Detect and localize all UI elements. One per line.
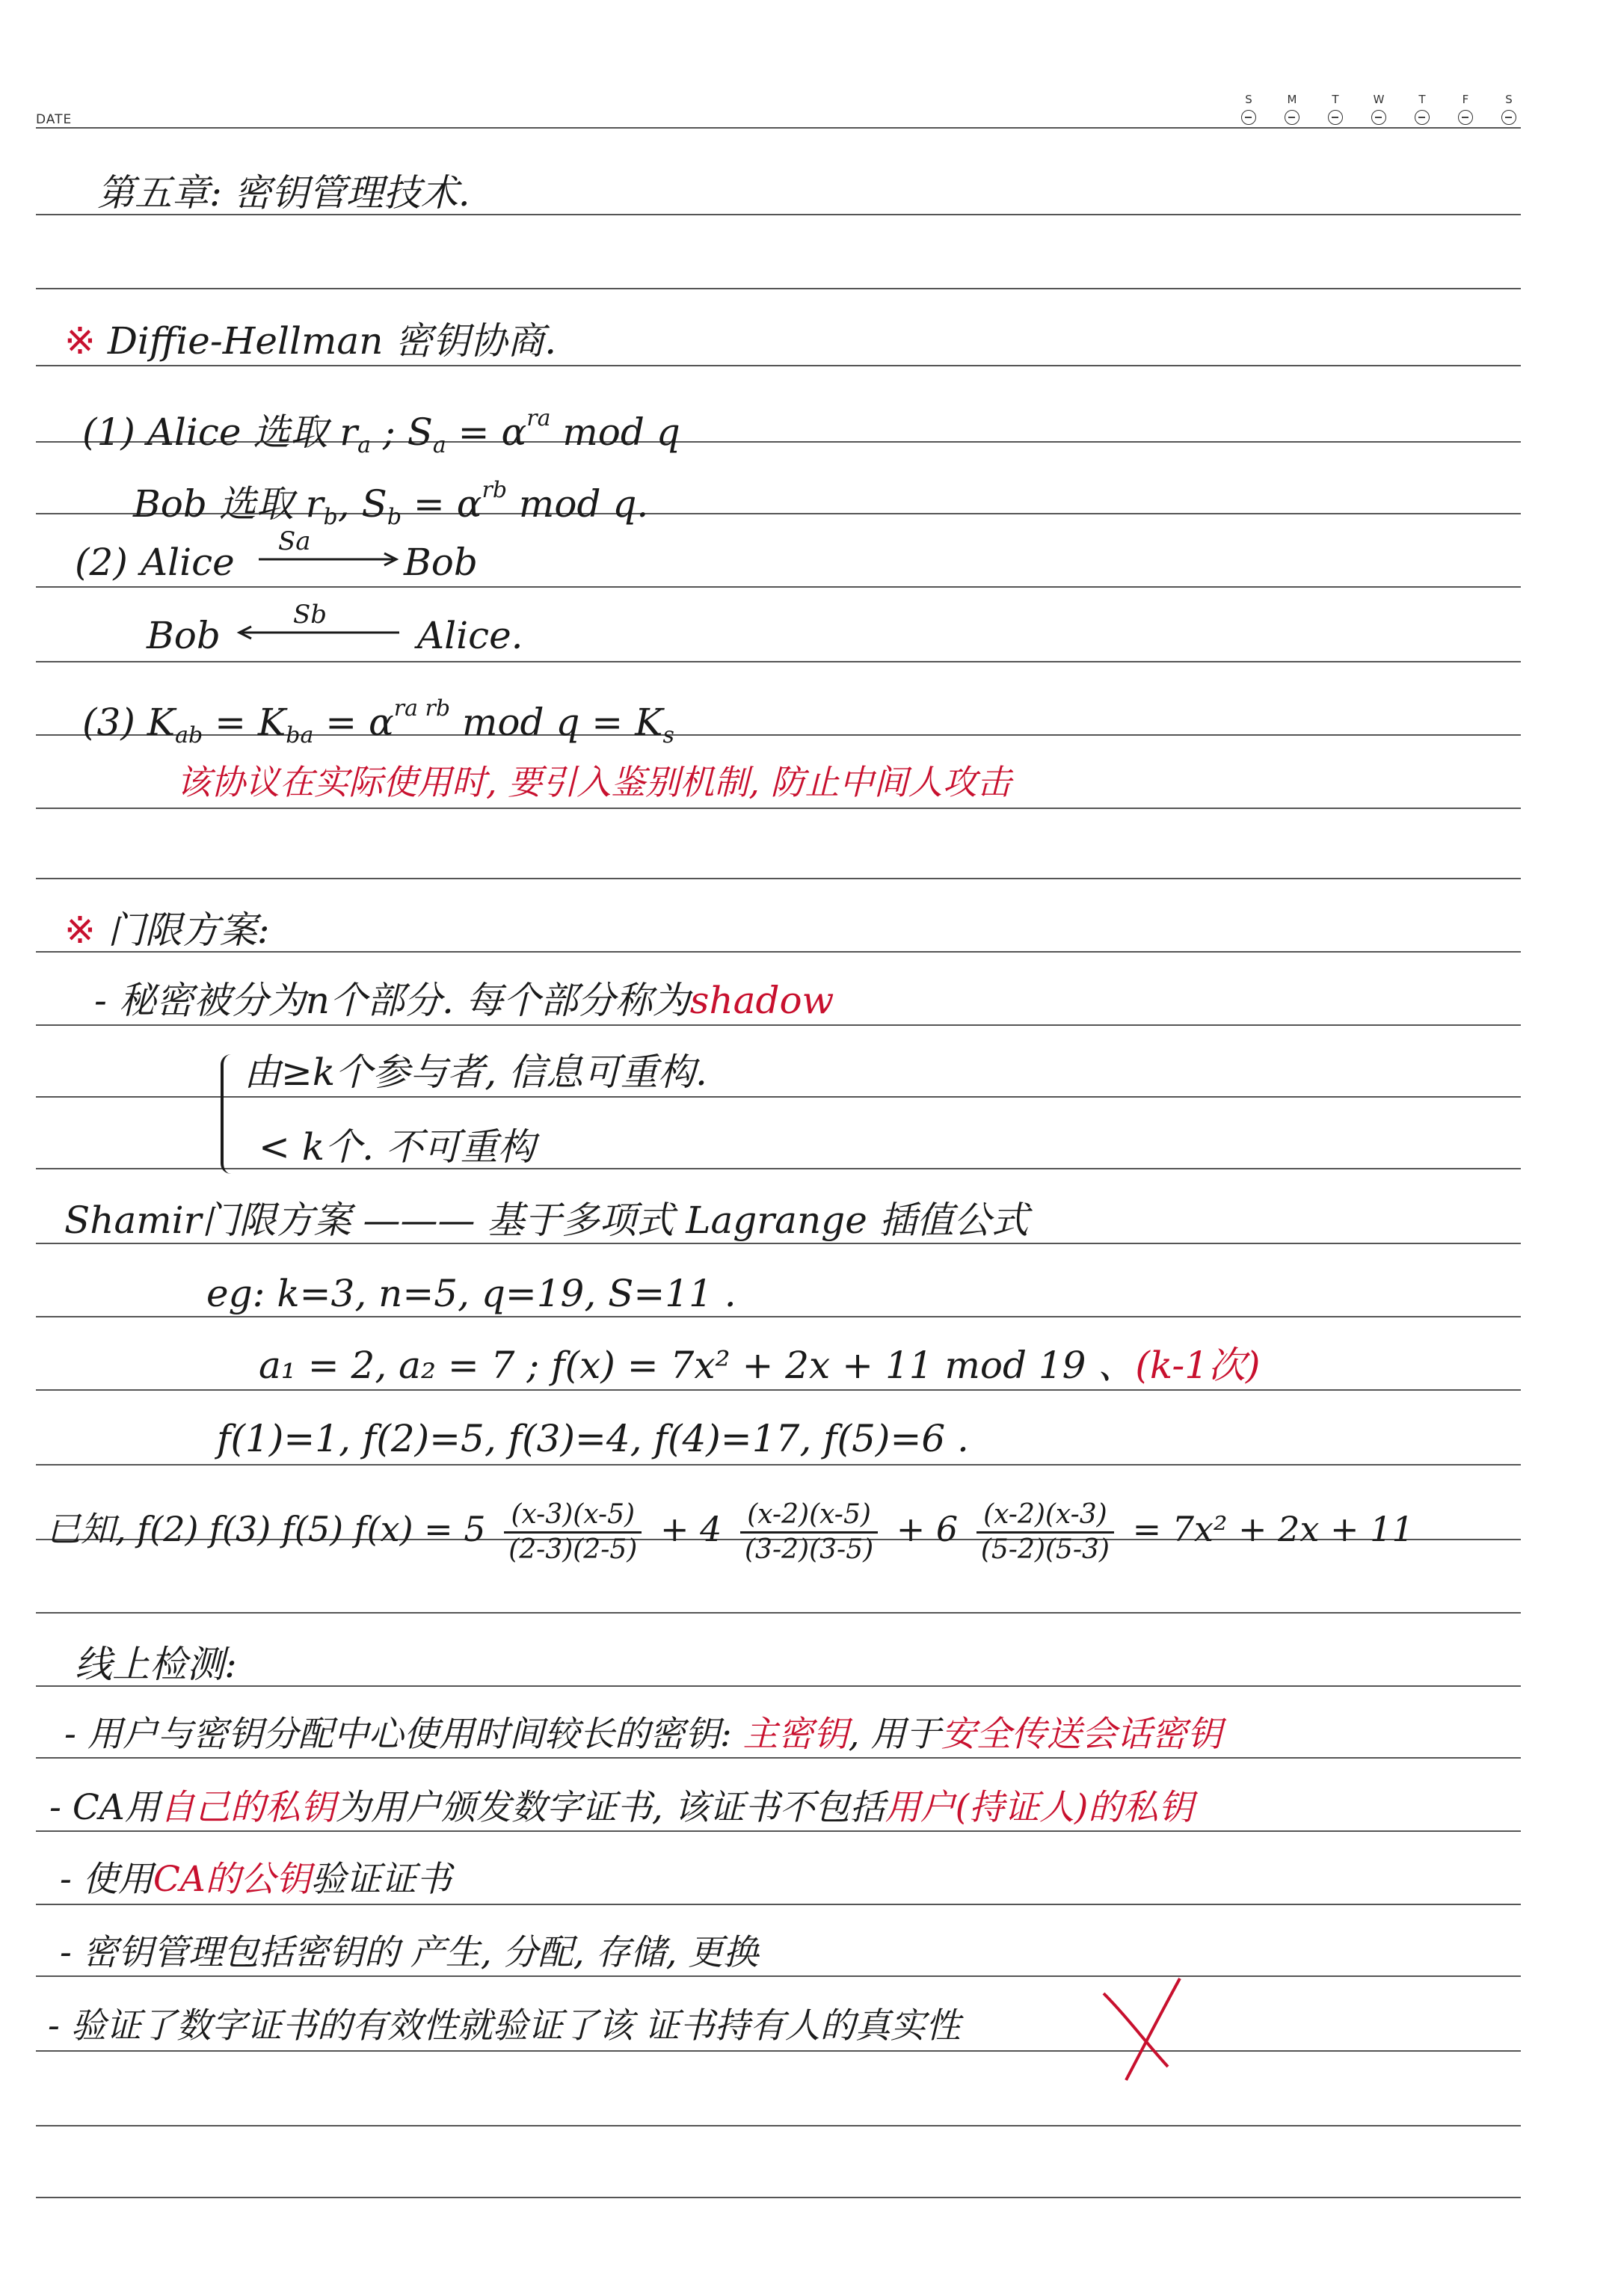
asterism-mark-2: ※ [64, 908, 96, 952]
dh-step1-bob: Bob 选取 $r_b$, $S_b = \alpha^{rb}$ mod q. [133, 477, 649, 530]
lagrange-line: 已知, f(2) f(3) f(5) f(x) = 5 $\frac{(x-3)(x-5)}{(2-3)(2-5)}$ + 4 $\frac{(x-2)(x-5)}{(3-2)(3-5)}$ + 6 $\frac{(x-2)(x-3)}{(5-2)(5-3)}$ = 7x² + 2x + 11 [46, 1498, 1414, 1565]
dh-heading-text: Diffie-Hellman 密钥协商. [107, 319, 557, 363]
arrow-right-icon [254, 523, 404, 576]
quiz-item-2: - CA用自己的私钥为用户颁发数字证书, 该证书不包括用户(持证人)的私钥 [49, 1787, 1194, 1828]
weekday-row [1234, 93, 1533, 138]
fraction-1: $\frac{(x-3)(x-5)}{(2-3)(2-5)}$ [504, 1498, 642, 1566]
brace-line2: < k个. 不可重构 [259, 1125, 535, 1169]
chapter-title: 第五章: 密钥管理技术. [97, 171, 470, 215]
quiz-item-4: - 密钥管理包括密钥的 产生, 分配, 存储, 更换 [60, 1932, 759, 1973]
weekday-tue: T [1320, 93, 1350, 125]
threshold-heading [64, 908, 270, 953]
dh-heading [64, 319, 556, 363]
dh-step2-bob: Bob [404, 541, 478, 584]
threshold-line1: - 秘密被分为n个部分. 每个部分称为shadow [94, 979, 834, 1022]
weekday-sat: S [1494, 93, 1524, 125]
shamir-line: Shamir门限方案 ——— 基于多项式 Lagrange 插值公式 [64, 1199, 1029, 1242]
values-line: f(1)=1, f(2)=5, f(3)=4, f(4)=17, f(5)=6 . [217, 1417, 969, 1460]
polynomial-line: a₁ = 2, a₂ = 7 ; f(x) = 7x² + 2x + 11 mod 19 、(k-1次) [259, 1344, 1261, 1387]
dh-note: 该协议在实际使用时, 要引入鉴别机制, 防止中间人攻击 [176, 762, 1012, 802]
weekday-fri: F [1451, 93, 1480, 125]
dh-step2-alice: Alice [141, 541, 235, 584]
weekday-thu: T [1407, 93, 1437, 125]
online-heading: 线上检测: [75, 1643, 237, 1686]
fraction-3: $\frac{(x-2)(x-3)}{(5-2)(5-3)}$ [976, 1498, 1114, 1566]
fraction-2: $\frac{(x-2)(x-5)}{(3-2)(3-5)}$ [740, 1498, 878, 1566]
arrow-label-sa: Sa [278, 526, 311, 556]
quiz-item-3: - 使用CA的公钥验证证书 [60, 1859, 452, 1900]
asterism-mark: ※ [64, 319, 96, 363]
dh-step2-num: (2) [75, 541, 128, 584]
weekday-sun: S [1234, 93, 1264, 125]
dh-step3: (3) $K_{ab} = K_{ba} = \alpha^{ra rb}$ mod $q = K_s$ [82, 695, 674, 748]
weekday-wed: W [1364, 93, 1394, 125]
weekday-mon: M [1277, 93, 1307, 125]
arrow-label-sb: Sb [293, 600, 327, 630]
brace-line1: 由≥k个参与者, 信息可重构. [244, 1051, 707, 1094]
quiz-item-5: - 验证了数字证书的有效性就验证了该 证书持有人的真实性 [48, 2005, 961, 2046]
dh-step2-alice2: Alice. [417, 614, 523, 657]
dh-step2-bob2: Bob [147, 614, 221, 657]
wrong-cross-mark-icon [1096, 1971, 1186, 2083]
threshold-heading-text: 门限方案: [107, 908, 270, 952]
date-label: DATE [36, 112, 73, 127]
quiz-item-1: - 用户与密钥分配中心使用时间较长的密钥: 主密钥, 用于安全传送会话密钥 [64, 1714, 1222, 1755]
example-params: eg: k=3, n=5, q=19, S=11 . [206, 1272, 736, 1315]
dh-step1-alice: (1) Alice 选取 $r_a$ ; $S_a = \alpha^{ra}$ mod q [82, 405, 680, 458]
brace-bracket [221, 1054, 236, 1174]
